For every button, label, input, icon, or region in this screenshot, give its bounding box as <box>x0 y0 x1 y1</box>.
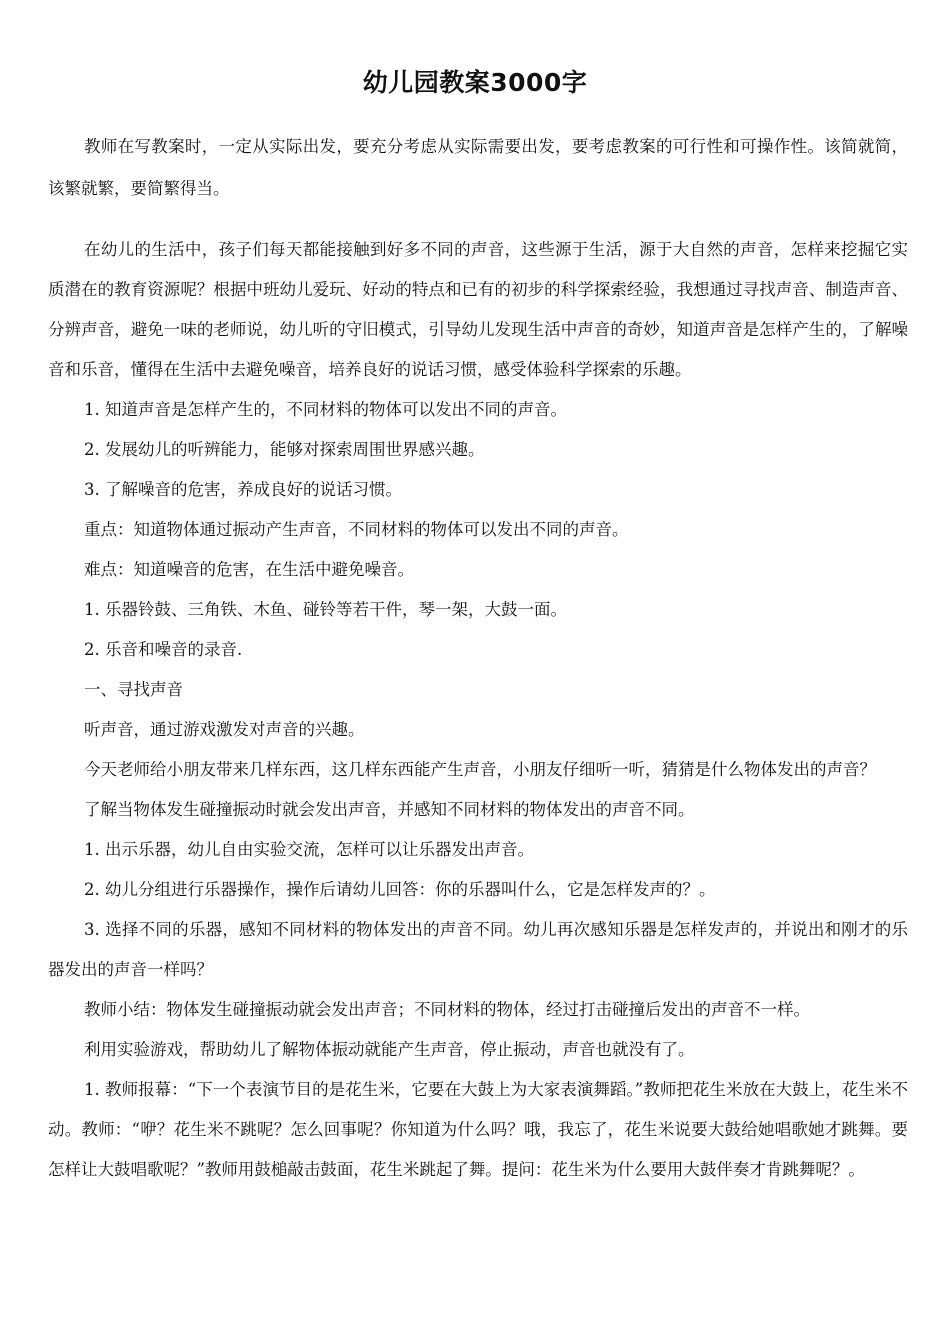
activity-prompt: 今天老师给小朋友带来几样东西，这几样东西能产生声音，小朋友仔细听一听，猜猜是什么物体发出的声音？ <box>84 760 876 779</box>
goal-item-3: 3. 了解噪音的危害，养成良好的说话习惯。 <box>84 480 402 499</box>
material-item-2: 2. 乐音和噪音的录音. <box>84 640 243 659</box>
document-title: 幼儿园教案3000字 <box>362 68 588 97</box>
key-point: 重点：知道物体通过振动产生声音，不同材料的物体可以发出不同的声音。 <box>84 520 629 539</box>
activity-intro: 听声音，通过游戏激发对声音的兴趣。 <box>84 720 365 739</box>
material-item-1: 1. 乐器铃鼓、三角铁、木鱼、碰铃等若干件，琴一架，大鼓一面。 <box>84 600 567 619</box>
document-body <box>48 126 908 1190</box>
activity-step-1: 1. 出示乐器，幼儿自由实验交流，怎样可以让乐器发出声音。 <box>84 840 534 859</box>
section-heading-find-sound: 一、寻找声音 <box>84 680 183 699</box>
goal-item-1: 1. 知道声音是怎样产生的，不同材料的物体可以发出不同的声音。 <box>84 400 567 419</box>
teacher-summary: 教师小结：物体发生碰撞振动就会发出声音；不同材料的物体，经过打击碰撞后发出的声音不一样。 <box>84 1000 810 1019</box>
intro-paragraph: 教师在写教案时，一定从实际出发，要充分考虑从实际需要出发，要考虑教案的可行性和可操作性。该简就简，该繁就繁，要简繁得当。 <box>48 137 908 198</box>
experiment-step-1: 1. 教师报幕：“下一个表演节目的是花生米，它要在大鼓上为大家表演舞蹈。”教师把花生米放在大鼓上，花生米不动。教师：“咿？花生米不跳呢？怎么回事呢？你知道为什么吗？哦，我忘了，花生米说要大鼓给她唱歌她才跳舞。要怎样让大鼓唱歌呢？”教师用鼓槌敲击鼓面，花生米跳起了舞。提问：花生米为什么要用大鼓伴奏才肯跳舞呢？。 <box>48 1080 908 1179</box>
paragraph-spacer <box>48 210 908 230</box>
difficult-point: 难点：知道噪音的危害，在生活中避免噪音。 <box>84 560 414 579</box>
activity-goal: 了解当物体发生碰撞振动时就会发出声音，并感知不同材料的物体发出的声音不同。 <box>84 800 695 819</box>
experiment-intro: 利用实验游戏，帮助幼儿了解物体振动就能产生声音，停止振动，声音也就没有了。 <box>84 1040 695 1059</box>
goal-item-2: 2. 发展幼儿的听辨能力，能够对探索周围世界感兴趣。 <box>84 440 485 459</box>
background-paragraph: 在幼儿的生活中，孩子们每天都能接触到好多不同的声音，这些源于生活，源于大自然的声音，怎样来挖掘它实质潜在的教育资源呢？根据中班幼儿爱玩、好动的特点和已有的初步的科学探索经验，我想通过寻找声音、制造声音、分辨声音，避免一味的老师说，幼儿听的守旧模式，引导幼儿发现生活中声音的奇妙，知道声音是怎样产生的，了解噪音和乐音，懂得在生活中去避免噪音，培养良好的说话习惯，感受体验科学探索的乐趣。 <box>48 240 908 379</box>
activity-step-3: 3. 选择不同的乐器，感知不同材料的物体发出的声音不同。幼儿再次感知乐器是怎样发声的，并说出和刚才的乐器发出的声音一样吗？ <box>48 920 908 979</box>
activity-step-2: 2. 幼儿分组进行乐器操作，操作后请幼儿回答：你的乐器叫什么，它是怎样发声的？。 <box>84 880 716 899</box>
